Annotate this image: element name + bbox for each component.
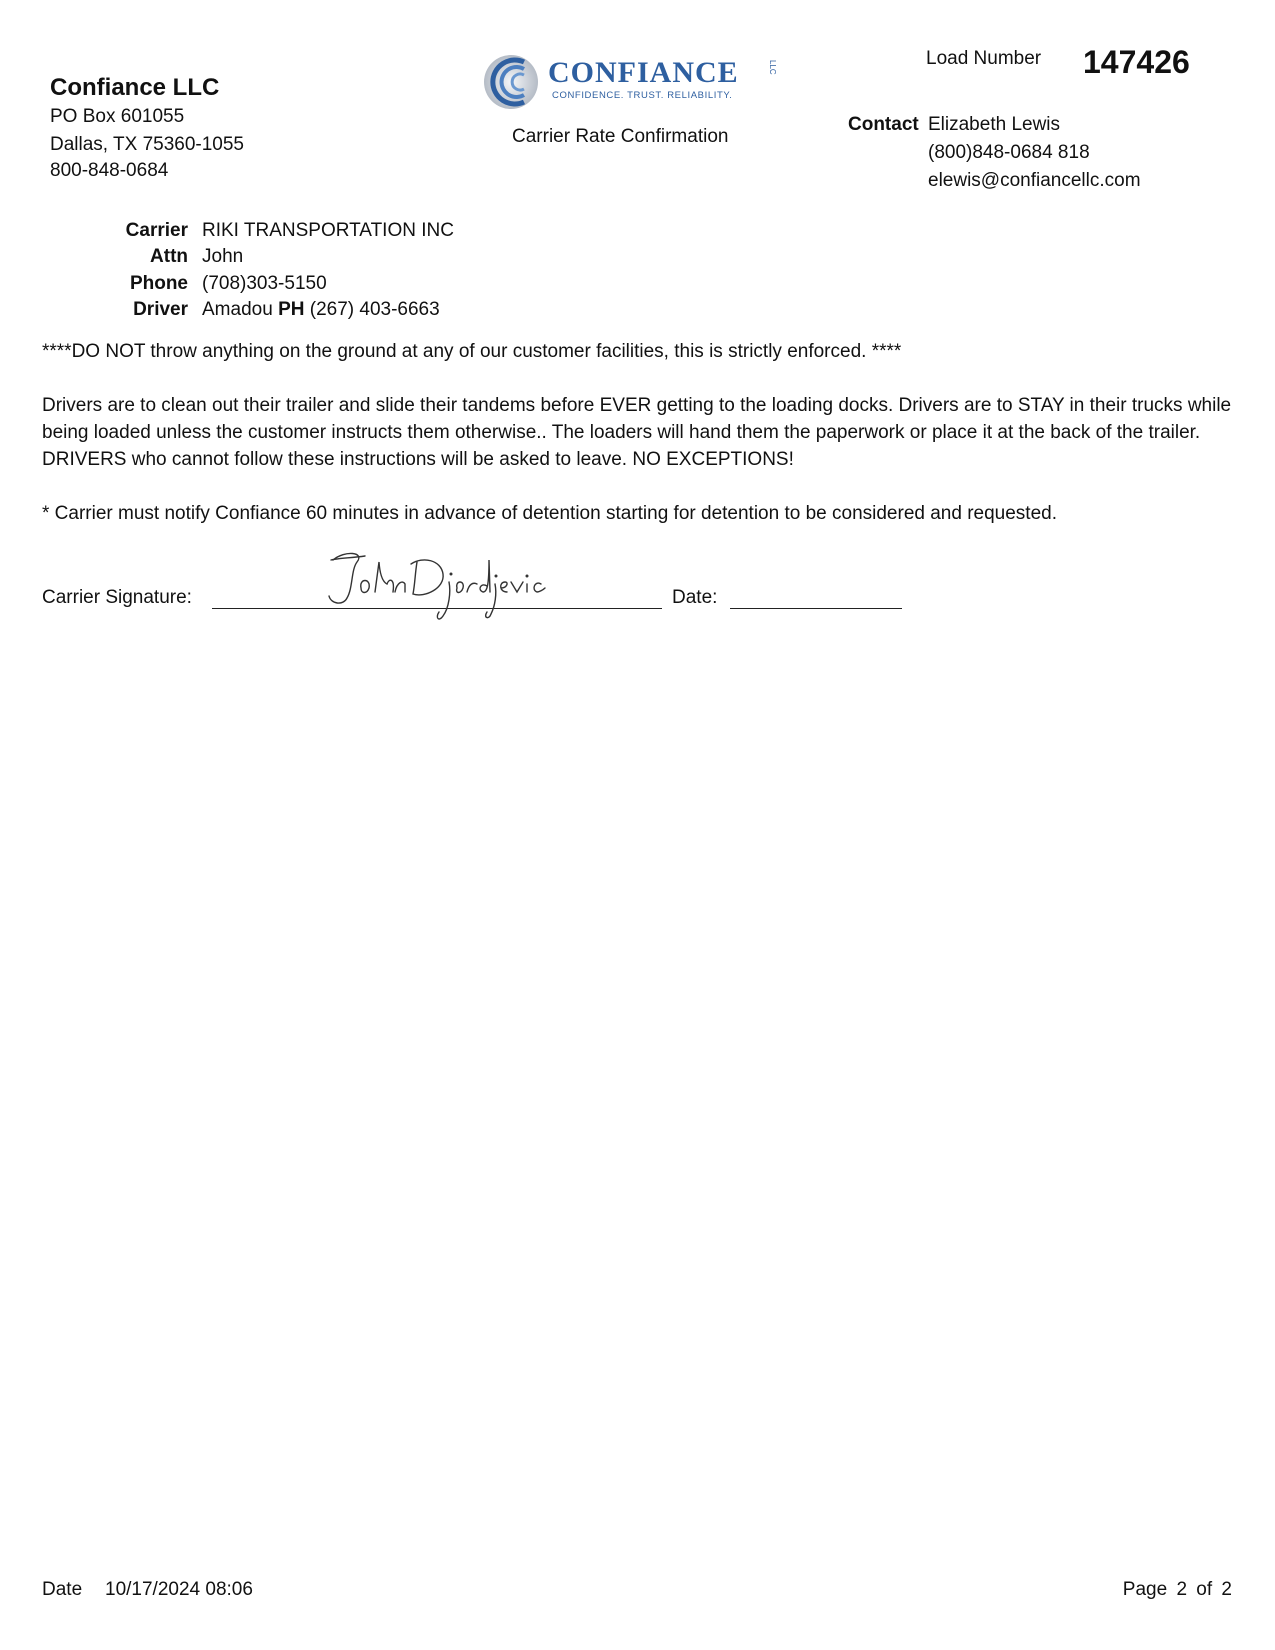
confiance-logo [480,52,785,112]
footer-date-label: Date [42,1579,83,1600]
logo-wordmark: CONFIANCE [548,56,739,89]
notice-detention: * Carrier must notify Confiance 60 minutes in advance of detention starting for detention to be considered and requested. [42,503,1057,524]
swirl-logo-icon [480,52,544,112]
attn-value: John [202,246,244,267]
logo-tagline: CONFIDENCE. TRUST. RELIABILITY. [552,90,733,101]
carrier-signature-label: Carrier Signature: [42,587,192,608]
driver-ph-value: (267) 403-6663 [309,299,440,320]
company-name: Confiance LLC [50,74,220,101]
date-line [730,608,902,609]
contact-phone: (800)848-0684 818 [928,142,1090,163]
load-number-label: Load Number [926,48,1042,69]
page-number: Page 2 of 2 [1122,1579,1232,1600]
document-title: Carrier Rate Confirmation [512,126,729,147]
carrier-label: Carrier [125,220,188,241]
contact-email: elewis@confiancellc.com [928,170,1141,191]
driver-value [202,299,440,321]
driver-ph-label: PH [278,299,305,320]
load-number: 147426 [1083,44,1190,80]
footer-date-value: 10/17/2024 08:06 [105,1579,253,1600]
contact-label: Contact [848,114,919,135]
handwritten-signature [325,548,555,628]
driver-name: Amadou [202,299,273,320]
attn-label: Attn [150,246,188,267]
company-city-state-zip: Dallas, TX 75360-1055 [50,134,244,155]
driver-label: Driver [133,299,188,320]
phone-label: Phone [129,273,188,294]
contact-name: Elizabeth Lewis [928,114,1061,135]
company-po-box: PO Box 601055 [50,106,185,127]
phone-value: (708)303-5150 [202,273,327,294]
company-phone: 800-848-0684 [50,160,169,181]
carrier-value: RIKI TRANSPORTATION INC [202,220,454,241]
logo-llc: LLC [768,60,777,75]
notice-drivers: Drivers are to clean out their trailer and slide their tandems before EVER getting to the loading docks. Drivers are to STAY in their trucks while being loaded unless the customer instructs them otherwise.. The loaders will hand them the paperwork or place it at the back of the trailer. DRIVERS who cannot follow these instructions will be asked to leave. NO EXCEPTIONS! [42,395,1232,470]
signature-date-label: Date: [672,587,718,608]
notice-ground: ****DO NOT throw anything on the ground at any of our customer facilities, this is strictly enforced. **** [42,341,902,362]
